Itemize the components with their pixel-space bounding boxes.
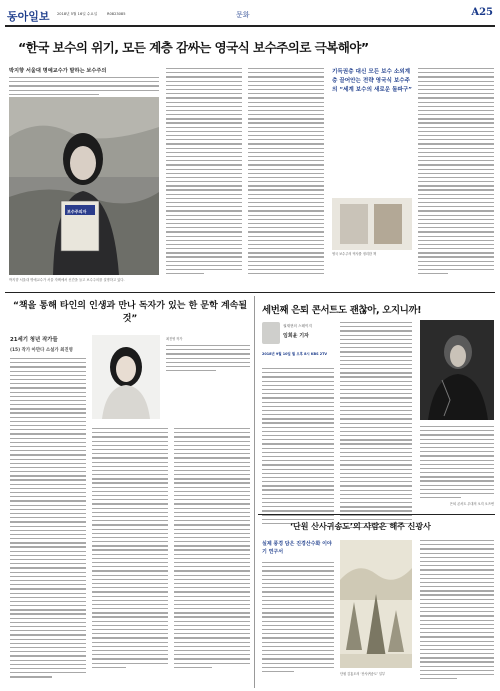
article3-photo-caption: 은퇴 콘서트 무대의 오지 오즈번 [449,502,494,506]
article4-painting [340,540,412,668]
article1-byline: 박지향 서울대 명예교수가 말하는 보수주의 [9,68,107,74]
article2-col3 [174,428,250,671]
column-author: 임희윤 기자 [283,333,309,339]
article1-photo-caption: 박지향 서울대 명예교수가 서울 자택에서 신간을 들고 보수주의를 설명하고 있다. [9,278,125,282]
article2-caption-text [166,345,250,374]
article2-portrait [92,335,160,419]
article4-col1 [262,562,334,675]
article3-column-box [262,322,332,352]
article2-headline: “책을 통해 타인의 인생과 만나 독자가 있는 한 문학 계속될 것” [12,301,248,324]
article3-headline: 세번째 은퇴 콘서트도 괜찮아, 오지니까! [262,305,422,316]
article4-caption: 단원 김홍도의 ‘산사귀송도’ 일부 [340,672,386,676]
article3-col1 [262,368,334,527]
issue-date: 2018년 5월 16일 수요일 [57,12,98,16]
article1-col3 [418,68,494,277]
article3-col2 [340,322,412,531]
article2-kicker: 21세기 청년 작가들 [10,337,58,343]
article1-bottom-rule [5,292,495,293]
column-author-avatar [262,322,280,344]
article1-col2 [248,68,324,277]
article1-book-caption: 영국 보수주의 역사를 정리한 책 [332,252,377,256]
article4-col2 [420,540,494,682]
article2-subtitle: (15) 작가 아만다 소설가 최진영 [10,348,73,353]
article3-info: 2018년 9월 10일 월 오후 8시 KBS 2TV [262,352,328,356]
article4-headline: ‘단원 산사귀송도’의 사람은 해주 신광사 [290,522,431,531]
article1-headline: “한국 보수의 위기, 모든 계층 감싸는 영국식 보수주의로 극복해야” [18,40,369,55]
issue-code: R0823085 [107,12,126,16]
section-label: 문화 [236,11,250,19]
article3-bottom-rule [258,514,495,515]
book-cover-title: 보수주의자 [67,209,87,214]
page-number: A25 [471,7,493,18]
column-name: 권재현의 스테이지 [283,324,312,328]
article2-col1 [10,358,86,680]
article3-photo [420,320,494,420]
article3-col3 [420,426,494,501]
column-divider [254,296,255,688]
article2-col2 [92,428,168,671]
newspaper-logo: 동아일보 [7,10,50,23]
article1-photo [9,97,159,275]
article4-lead-title: 실제 풍경 담은 진경산수화 이야기 연구서 [262,541,332,555]
masthead-rule [5,25,495,27]
article1-book-photo [332,198,412,250]
article1-lead-text [9,77,159,98]
article1-side-headline: 기득권층 대신 모든 보수 소외계층 끌어안는 전략 영국식 보수주의 “세계 보수의 새로운 돌파구” [332,69,412,93]
masthead [5,4,495,26]
article1-col1 [166,68,242,277]
article2-portrait-caption: 최진영 작가 [166,337,183,341]
